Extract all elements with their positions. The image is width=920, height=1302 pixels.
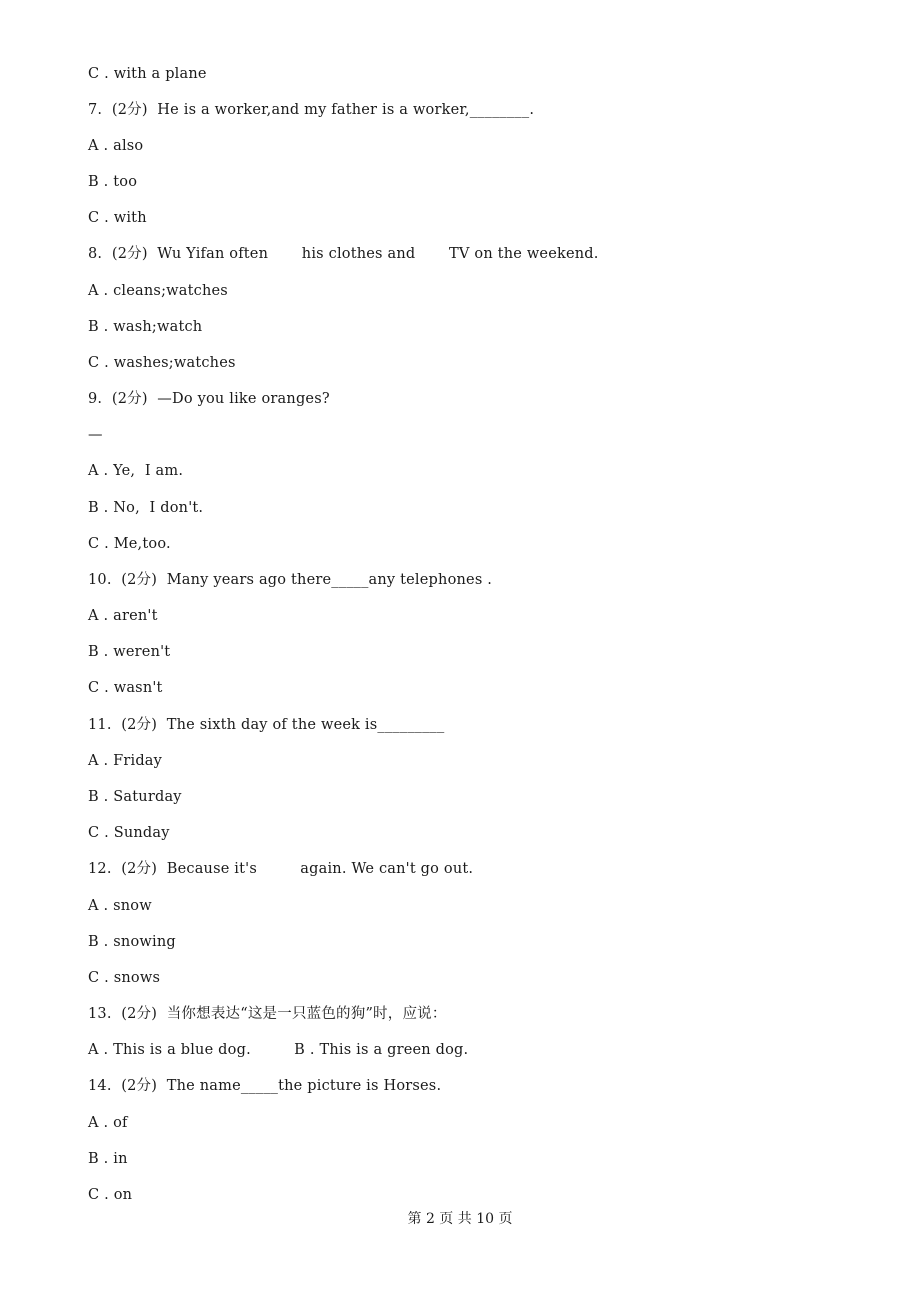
option-7b: B . too (88, 174, 138, 190)
option-9b: B . No, I don't. (88, 500, 204, 516)
option-9c: C . Me,too. (88, 536, 171, 552)
question-9: 9. (2分) —Do you like oranges? (88, 391, 330, 407)
option-12c: C . snows (88, 970, 161, 986)
question-10: 10. (2分) Many years ago there_____any telephones . (88, 572, 493, 588)
question-11: 11. (2分) The sixth day of the week is_________ (88, 717, 445, 733)
option-7c: C . with (88, 210, 147, 226)
option-8a: A . cleans;watches (88, 283, 228, 299)
option-12a: A . snow (88, 898, 152, 914)
option-10c: C . wasn't (88, 680, 163, 696)
question-13: 13. (2分) 当你想表达“这是一只蓝色的狗”时，应说： (88, 1006, 447, 1022)
question-14: 14. (2分) The name_____the picture is Horses. (88, 1078, 442, 1094)
option-12b: B . snowing (88, 934, 176, 950)
question-12: 12. (2分) Because it's again. We can't go out. (88, 861, 474, 877)
option-7a: A . also (88, 138, 144, 154)
option-10b: B . weren't (88, 644, 171, 660)
option-14c: C . on (88, 1187, 133, 1203)
option-14b: B . in (88, 1151, 128, 1167)
page-footer: 第 2 页 共 10 页 (407, 1211, 513, 1227)
option-11a: A . Friday (88, 753, 163, 769)
option-14a: A . of (88, 1115, 128, 1131)
option-11c: C . Sunday (88, 825, 170, 841)
option-11b: B . Saturday (88, 789, 182, 805)
option-9a: A . Ye, I am. (88, 463, 184, 479)
question-7: 7. (2分) He is a worker,and my father is a worker,________. (88, 102, 535, 118)
question-8: 8. (2分) Wu Yifan often his clothes and TV on the weekend. (88, 246, 599, 262)
option-10a: A . aren't (88, 608, 158, 624)
option-8c: C . washes;watches (88, 355, 236, 371)
option-6c: C . with a plane (88, 66, 207, 82)
options-13: A . This is a blue dog. B . This is a green dog. (88, 1042, 469, 1058)
question-9-answer-dash: — (88, 427, 103, 443)
option-8b: B . wash;watch (88, 319, 203, 335)
